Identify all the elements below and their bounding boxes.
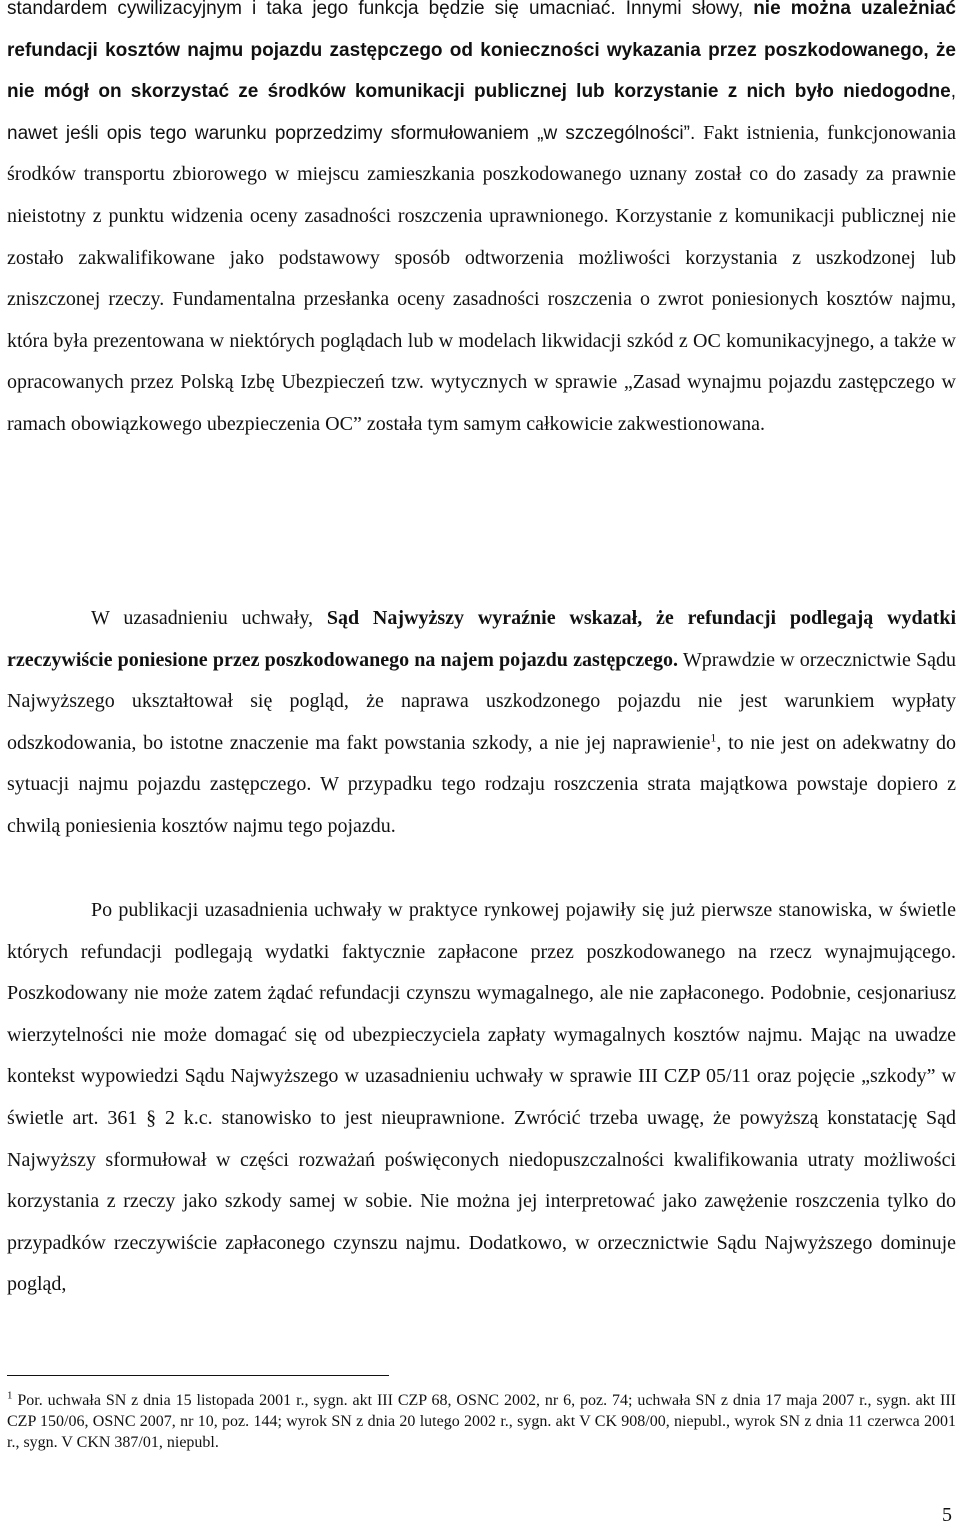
p3-body: Po publikacji uzasadnienia uchwały w praktyce rynkowej pojawiły się już pierwsze stanowiska, w świetle których refundacji podlegają wydatki faktycznie zapłacone przez poszkodowanego na rzecz wynajmującego. Poszkodowany nie może zatem żądać refundacji czynszu wymagalnego, ale nie zapłaconego. Podobnie, cesjonariusz wierzytelności nie może domagać się od ubezpieczyciela zapłaty wymagalnych kosztów najmu. Mając na uwadze kontekst wypowiedzi Sądu Najwyższego w uzasadnieniu uchwały w sprawie III CZP 05/11 oraz pojęcie „szkody” w świetle art. 361 § 2 k.c. stanowisko to jest nieuprawnione. Zwrócić trzeba uwagę, że powyższą konstatację Sąd Najwyższy sformułował w części rozważań poświęconych niedopuszczalności kwalifikowania utraty możliwości korzystania z rzeczy jako szkody samej w sobie. Nie można jej interpretować jako zawężenie roszczenia tylko do przypadków rzeczywiście zapłaconego czynszu najmu. Dodatkowo, w orzecznictwie Sądu Najwyższego dominuje pogląd,: [7, 899, 956, 1296]
p2-lead: W uzasadnieniu uchwały,: [91, 607, 327, 629]
footnote-marker: 1: [7, 1389, 13, 1402]
p1-lead: standardem cywilizacyjnym i taka jego funkcja będzie się umacniać. Innymi słowy,: [7, 0, 754, 19]
paragraph-3: [7, 890, 956, 1306]
p1-sans-tail: , nawet jeśli opis tego warunku poprzedzimy sformułowaniem „w szczególności”.: [7, 81, 956, 144]
footnote-text: Por. uchwała SN z dnia 15 listopada 2001 r., sygn. akt III CZP 68, OSNC 2002, nr 6, poz. 74; uchwała SN z dnia 17 maja 2007 r., sygn. akt III CZP 150/06, OSNC 2007, nr 10, poz. 144; wyrok SN z dnia 20 lutego 2002 r., sygn. akt V CK 908/00, niepubl., wyrok SN z dnia 11 czerwca 2001 r., sygn. V CKN 387/01, niepubl.: [7, 1392, 956, 1451]
footnote-ref[interactable]: 1: [710, 730, 717, 745]
document-page: [7, 0, 956, 1529]
paragraph-2: [7, 598, 956, 848]
paragraph-1: [7, 0, 956, 446]
page-number: 5: [942, 1504, 952, 1526]
p1-bold: nie można uzależniać refundacji kosztów najmu pojazdu zastępczego od konieczności wykazania przez poszkodowanego, że nie mógł on skorzystać ze środków komunikacji publicznej lub korzystanie z nich było niedogodne: [7, 0, 956, 103]
p2-body: Wprawdzie w orzecznictwie Sądu Najwyższego ukształtował się pogląd, że naprawa uszkodzonego pojazdu nie jest warunkiem wypłaty odszkodowania, bo istotne znaczenie ma fakt powstania szkody, a nie jej naprawienie: [7, 648, 956, 754]
footnote: [7, 1390, 956, 1453]
p1-serif-text: Fakt istnienia, funkcjonowania środków transportu zbiorowego w miejscu zamieszkania poszkodowanego uznany został co do zasady za prawnie nieistotny z punktu widzenia oceny zasadności roszczenia uprawnionego. Korzystanie z komunikacji publicznej nie zostało zakwalifikowane jako podstawowy sposób odtworzenia możliwości korzystania z uszkodzonej lub zniszczonej rzeczy. Fundamentalna przesłanka oceny zasadności roszczenia o zwrot poniesionych kosztów najmu, która była prezentowana w niektórych poglądach lub w modelach likwidacji szkód z OC komunikacyjnego, a także w opracowanych przez Polską Izbę Ubezpieczeń tzw. wytycznych w sprawie „Zasad wynajmu pojazdu zastępczego w ramach obowiązkowego ubezpieczenia OC” została tym samym całkowicie zakwestionowana.: [7, 121, 957, 435]
p2-bold: Sąd Najwyższy wyraźnie wskazał, że refundacji podlegają wydatki rzeczywiście poniesione przez poszkodowanego na najem pojazdu zastępczego.: [7, 607, 957, 671]
p2-tail: , to nie jest on adekwatny do sytuacji najmu pojazdu zastępczego. W przypadku tego rodzaju roszczenia strata majątkowa powstaje dopiero z chwilą poniesienia kosztów najmu tego pojazdu.: [7, 731, 956, 837]
footnote-divider: [7, 1375, 389, 1376]
